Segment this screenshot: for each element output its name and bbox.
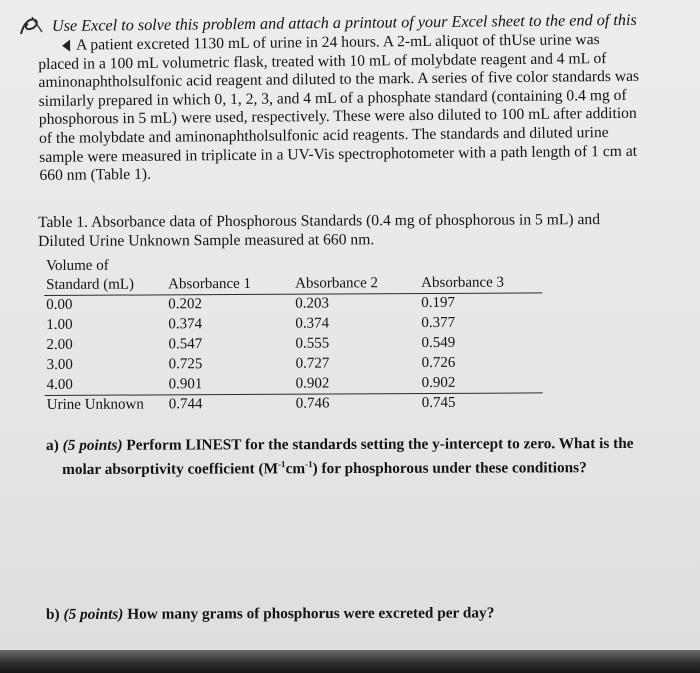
- question-a-text: Perform LINEST for the standards setting the y-intercept to zero. What is the: [126, 434, 634, 454]
- table-cell: 2.00: [46, 336, 73, 353]
- table-cell: 0.555: [295, 335, 330, 352]
- table-row: [45, 354, 545, 376]
- table-cell: 0.549: [421, 334, 456, 352]
- table-cell: 0.203: [295, 295, 330, 312]
- problem-line: phosphorous in 5 mL) were used, respectively. These were also diluted to 100 mL after addition: [38, 105, 637, 129]
- question-b-label: b): [46, 605, 60, 623]
- table-row: [44, 314, 544, 336]
- question-a-points: (5 points): [62, 436, 123, 454]
- problem-line: of the molybdate and aminonaphtholsulfonic acid reagents. The standards and diluted urine: [38, 123, 609, 147]
- superscript: -1: [305, 458, 313, 469]
- table-cell: 0.374: [295, 315, 330, 332]
- pencil-scribble-icon: [18, 14, 44, 38]
- table-cell: 0.202: [168, 296, 203, 313]
- table-caption: [38, 211, 658, 251]
- table-row-unknown: [45, 394, 545, 416]
- table-row: [44, 294, 544, 316]
- table-cell: 1.00: [46, 316, 73, 333]
- table-cell: 0.374: [168, 316, 203, 333]
- table-cell: 0.727: [295, 355, 330, 372]
- table-cell: 0.197: [421, 294, 456, 312]
- question-b: [46, 604, 494, 624]
- table-cell: 0.547: [168, 336, 203, 353]
- question-b-points: (5 points): [63, 605, 124, 623]
- problem-line: sample were measured in triplicate in a UV-Vis spectrophotometer with a path length of 1 cm at: [39, 142, 638, 166]
- question-a: [46, 435, 666, 479]
- table-cell: 0.745: [421, 394, 456, 412]
- header-absorbance-3: Absorbance 3: [421, 274, 505, 292]
- problem-line: aminonaphtholsulfonic acid reagent and diluted to the mark. A series of five color standards was: [38, 67, 640, 92]
- superscript: -1: [278, 458, 286, 469]
- table-cell: 0.377: [421, 314, 456, 332]
- header-standard: Standard (mL): [46, 276, 135, 293]
- arrow-marker-icon: [62, 40, 70, 52]
- table-cell: 3.00: [46, 356, 73, 373]
- problem-line: 660 nm (Table 1).: [39, 165, 152, 185]
- problem-line: A patient excreted 1130 mL of urine in 24 hours. A 2-mL aliquot of thUse urine was: [75, 31, 600, 54]
- question-b-text: How many grams of phosphorus were excreted per day?: [127, 604, 495, 623]
- table-cell: 0.902: [295, 375, 330, 392]
- instruction-line: Use Excel to solve this problem and attach a printout of your Excel sheet to the end of this: [51, 10, 637, 35]
- table-cell: 0.746: [295, 395, 330, 412]
- header-absorbance-2: Absorbance 2: [295, 275, 379, 292]
- header-absorbance-1: Absorbance 1: [168, 275, 252, 293]
- question-a-text: cm: [285, 459, 306, 477]
- question-a-label: a): [46, 436, 59, 454]
- problem-paragraph: [38, 30, 672, 185]
- question-a-text: molar absorptivity coefficient (M: [62, 459, 279, 478]
- table-cell: 0.901: [168, 376, 203, 393]
- caption-line: Table 1. Absorbance data of Phosphorous Standards (0.4 mg of phosphorous in 5 mL) and: [38, 211, 601, 231]
- table-cell: 4.00: [46, 376, 73, 393]
- table-header-volume: Volume of: [45, 257, 109, 274]
- table-cell: 0.725: [168, 356, 203, 373]
- table-cell: 0.902: [421, 374, 456, 392]
- problem-line: placed in a 100 mL volumetric flask, treated with 10 mL of molybdate reagent and 4 mL of: [38, 49, 607, 73]
- table-cell: 0.726: [421, 354, 456, 372]
- table-cell: Urine Unknown: [46, 396, 144, 413]
- absorbance-table: [44, 255, 544, 413]
- table-row: [44, 334, 544, 356]
- table-cell: 0.744: [168, 396, 203, 413]
- caption-line: Diluted Urine Unknown Sample measured at 660 nm.: [38, 230, 375, 250]
- page-edge-shadow: [0, 650, 700, 673]
- table-cell: 0.00: [46, 296, 73, 313]
- problem-line: similarly prepared in which 0, 1, 2, 3, and 4 mL of a phosphate standard (containing 0.4 mg of: [38, 86, 627, 110]
- question-a-text: ) for phosphorous under these conditions?: [312, 458, 587, 477]
